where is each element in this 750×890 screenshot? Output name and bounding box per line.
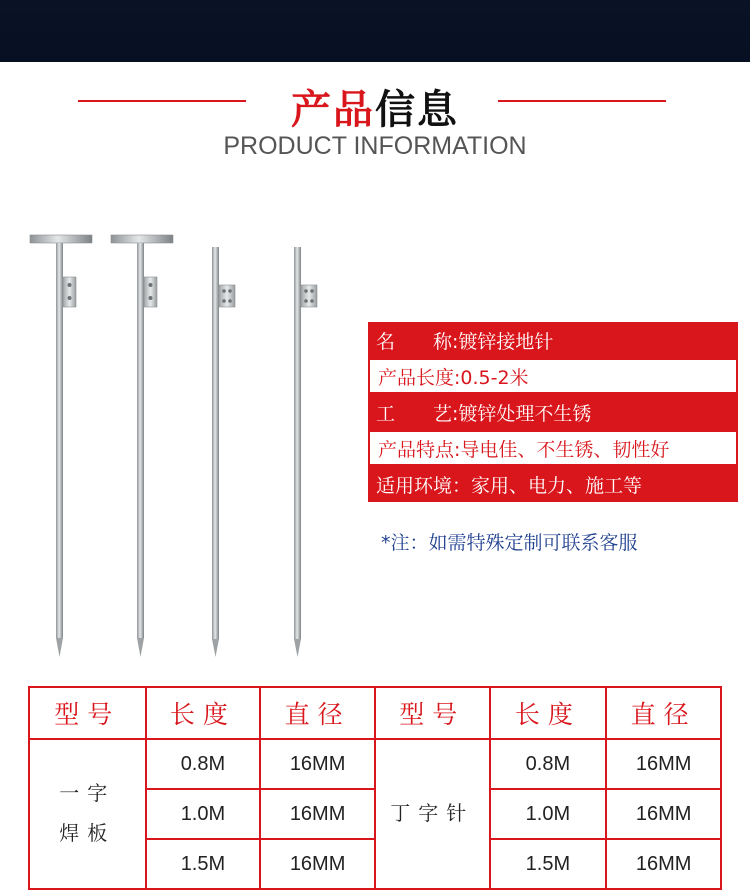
header-length-right: 长度 <box>490 687 607 739</box>
length-left: 1.5M <box>146 839 261 889</box>
length-left: 1.0M <box>146 789 261 839</box>
spec-row-features: 产品特点:导电佳、不生锈、韧性好 <box>368 430 738 466</box>
diameter-left: 16MM <box>260 839 375 889</box>
section-title <box>0 78 750 135</box>
spec-row-length: 产品长度:0.5-2米 <box>368 358 738 394</box>
header-diameter-right: 直径 <box>606 687 721 739</box>
length-right: 1.0M <box>490 789 607 839</box>
spec-row-name: 名 称:镀锌接地针 <box>368 322 738 358</box>
type-cell-left <box>29 739 146 889</box>
type-left-line2: 焊板 <box>59 823 116 845</box>
custom-order-note: *注：如需特殊定制可联系客服 <box>381 532 638 554</box>
type-cell-right: 丁字针 <box>375 739 490 889</box>
type-left-line1: 一字 <box>59 783 116 805</box>
header-diameter-left: 直径 <box>260 687 375 739</box>
diameter-right: 16MM <box>606 789 721 839</box>
stake-t-bar-2 <box>111 235 173 657</box>
length-right: 1.5M <box>490 839 607 889</box>
section-subtitle: PRODUCT INFORMATION <box>223 132 527 160</box>
spec-row-environment: 适用环境：家用、电力、施工等 <box>368 466 738 502</box>
header-model-right: 型号 <box>375 687 490 739</box>
header-model-left: 型号 <box>29 687 146 739</box>
title-dark-part: 信息 <box>375 87 459 133</box>
diameter-right: 16MM <box>606 839 721 889</box>
stake-plain-2 <box>294 247 317 657</box>
table-row <box>29 739 721 789</box>
product-image-ground-stakes <box>20 225 340 665</box>
diameter-right: 16MM <box>606 739 721 789</box>
diameter-left: 16MM <box>260 789 375 839</box>
section-heading <box>0 62 750 182</box>
title-red-part: 产品 <box>291 87 375 133</box>
spec-row-process: 工 艺:镀锌处理不生锈 <box>368 394 738 430</box>
top-banner-band <box>0 0 750 62</box>
length-left: 0.8M <box>146 739 261 789</box>
table-header-row <box>29 687 721 739</box>
stake-plain-1 <box>212 247 235 657</box>
stake-t-bar-1 <box>30 235 92 657</box>
diameter-left: 16MM <box>260 739 375 789</box>
length-right: 0.8M <box>490 739 607 789</box>
header-length-left: 长度 <box>146 687 261 739</box>
spec-list <box>368 322 738 502</box>
model-table <box>28 686 722 890</box>
